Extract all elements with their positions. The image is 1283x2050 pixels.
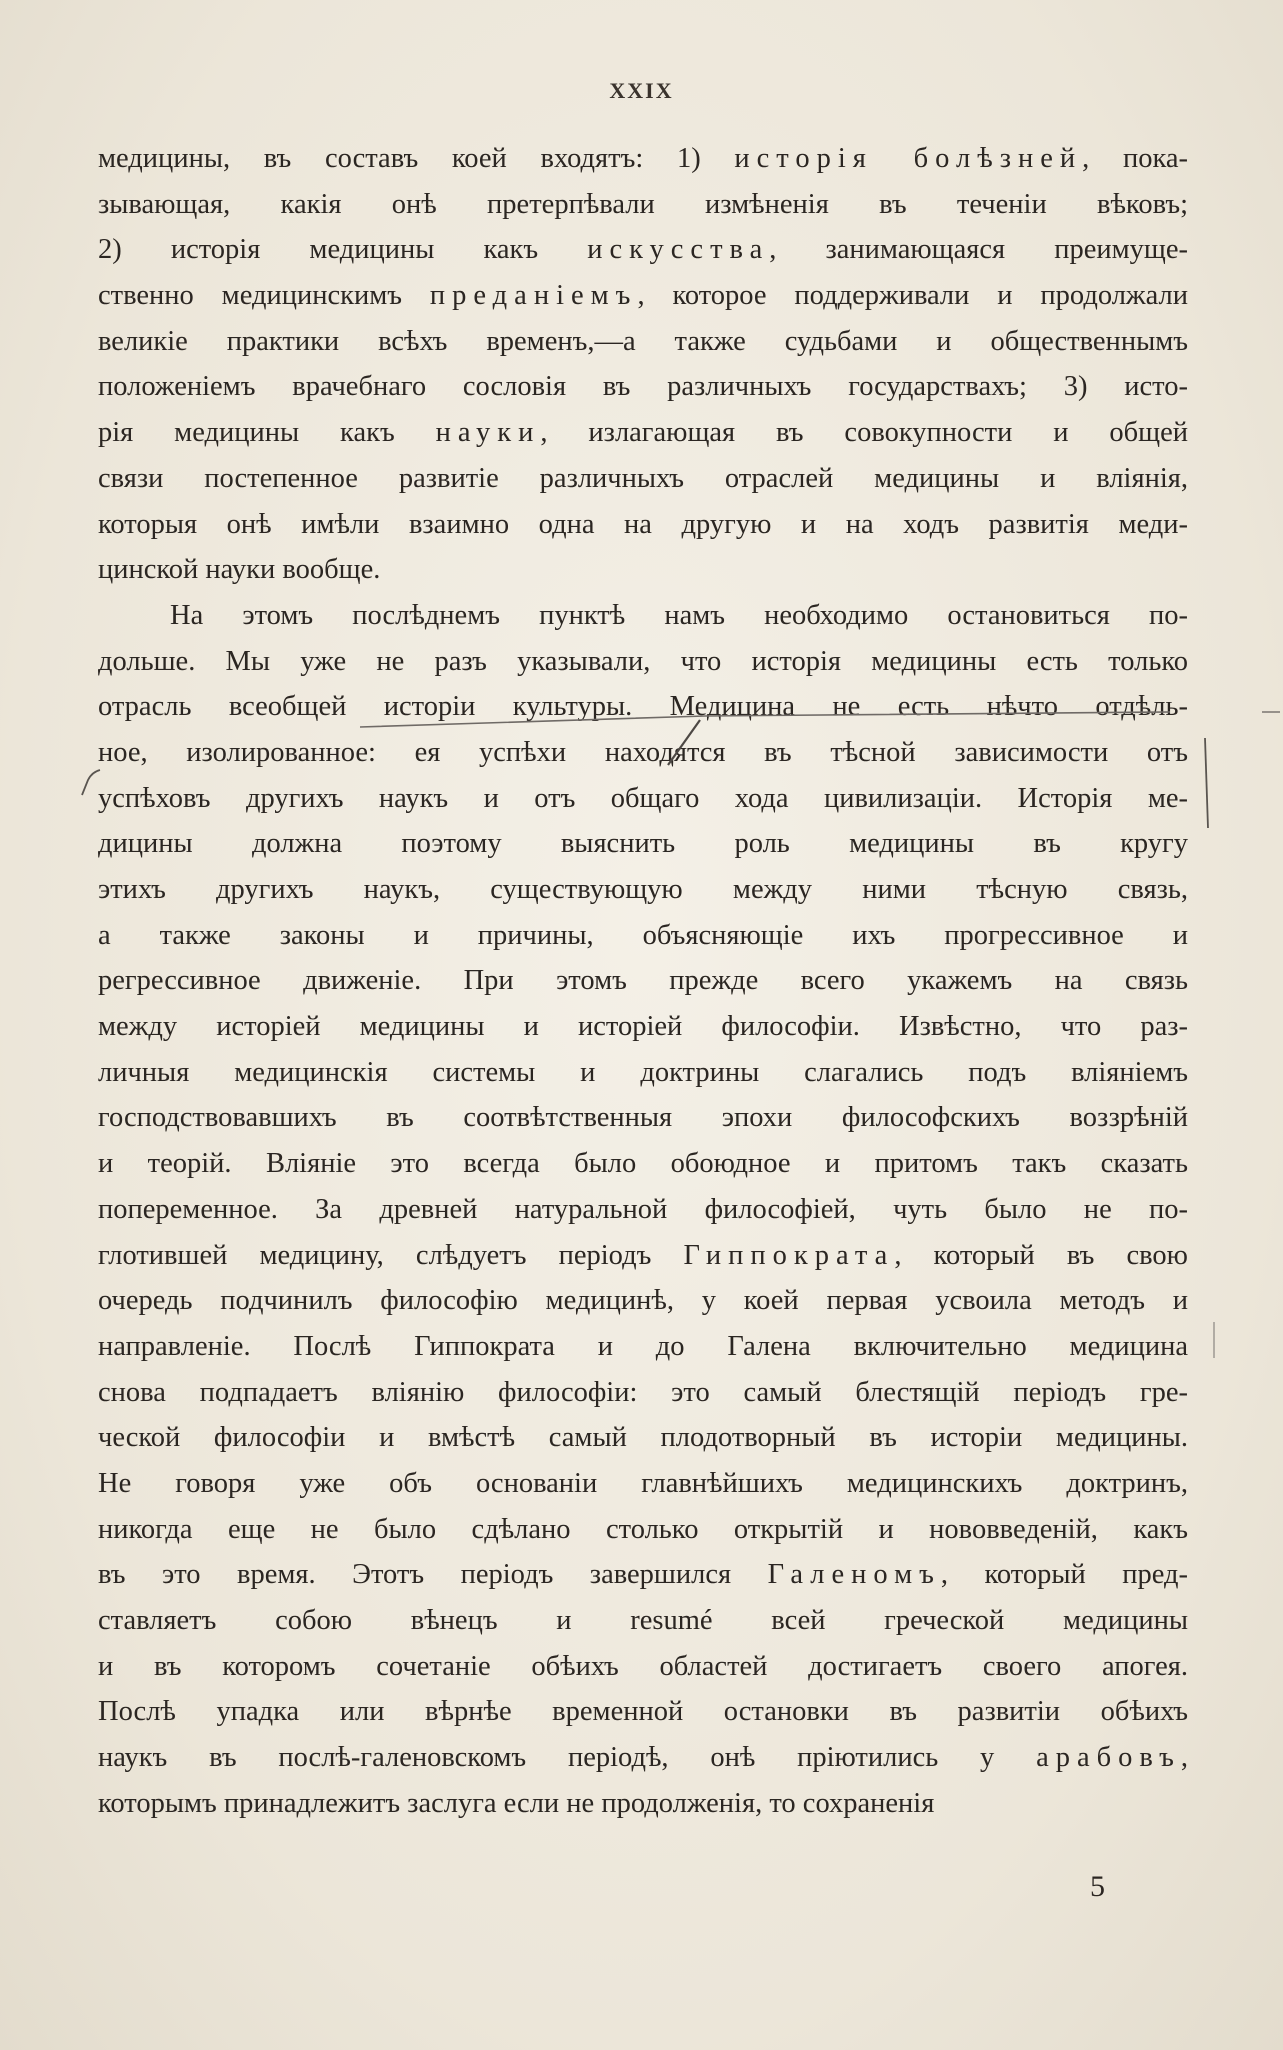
text-run: снова подпадаетъ вліянію философіи: это самый блестящій періодъ гре- xyxy=(98,1376,1188,1408)
text-run: рія медицины какъ xyxy=(98,417,436,449)
text-line xyxy=(98,1370,1188,1416)
text-line xyxy=(98,1324,1188,1370)
text-run: этихъ другихъ наукъ, существующую между ними тѣсную связь, xyxy=(98,874,1188,905)
text-line xyxy=(98,684,1188,730)
text-run: Послѣ упадка или вѣрнѣе временной остановки въ развитіи обѣихъ xyxy=(98,1696,1188,1728)
text-run: ственно медицинскимъ xyxy=(98,280,430,312)
text-run: , которое поддерживали и продолжали xyxy=(637,280,1188,312)
body-text xyxy=(98,136,1188,1826)
text-run: великіе практики всѣхъ временъ,—а также судьбами и общественнымъ xyxy=(98,325,1188,357)
text-line xyxy=(98,730,1188,776)
text-line xyxy=(98,1095,1188,1141)
text-line xyxy=(98,1141,1188,1187)
text-line xyxy=(98,547,1188,593)
text-line xyxy=(98,319,1188,365)
text-run: На этомъ послѣднемъ пунктѣ намъ необходимо остановиться по- xyxy=(170,599,1188,631)
signature-mark: 5 xyxy=(1090,1870,1105,1903)
text-run: зывающая, какія онѣ претерпѣвали измѣненія въ теченіи вѣковъ; xyxy=(98,188,1188,220)
text-line xyxy=(98,273,1188,319)
pencil-bracket-right xyxy=(1205,738,1208,828)
text-run: медицины, въ составъ коей входятъ: 1) xyxy=(98,143,735,174)
text-run: , пока- xyxy=(1082,143,1188,174)
text-line xyxy=(98,1278,1188,1324)
text-line xyxy=(98,1598,1188,1644)
text-run: , который въ свою xyxy=(894,1239,1188,1271)
text-line xyxy=(98,136,1188,182)
page-roman-numeral: XXIX xyxy=(609,78,674,103)
spaced-emphasis: искусства xyxy=(587,234,770,266)
text-line xyxy=(98,1735,1188,1781)
text-line xyxy=(98,364,1188,410)
text-run: , занимающаяся преимуще- xyxy=(769,234,1188,266)
text-line xyxy=(98,867,1188,913)
text-line xyxy=(98,1461,1188,1507)
text-line xyxy=(98,593,1188,639)
text-run: направленіе. Послѣ Гиппократа и до Галена включительно медицина xyxy=(98,1330,1188,1362)
text-run: господствовавшихъ въ соотвѣтственныя эпохи философскихъ воззрѣній xyxy=(98,1102,1188,1134)
text-run: отрасль всеобщей исторіи культуры. Медицина не есть нѣчто отдѣль- xyxy=(98,691,1188,723)
text-run: въ это время. Этотъ періодъ завершился xyxy=(98,1559,768,1591)
spaced-emphasis: науки xyxy=(435,417,541,449)
text-line xyxy=(98,182,1188,228)
spaced-emphasis: арабовъ xyxy=(1036,1742,1181,1774)
text-line xyxy=(98,639,1188,685)
text-line xyxy=(98,1004,1188,1050)
text-line xyxy=(98,1781,1188,1827)
text-run: личныя медицинскія системы и доктрины слагались подъ вліяніемъ xyxy=(98,1056,1188,1088)
text-line xyxy=(98,456,1188,502)
text-line xyxy=(98,913,1188,959)
spaced-emphasis: Галеномъ xyxy=(767,1559,941,1591)
text-run: и въ которомъ сочетаніе обѣихъ областей достигаетъ своего апогея. xyxy=(98,1650,1188,1682)
text-run: дольше. Мы уже не разъ указывали, что исторія медицины есть только xyxy=(98,645,1188,677)
text-run: , излагающая въ совокупности и общей xyxy=(540,417,1188,449)
text-run: ставляетъ собою вѣнецъ и resumé всей греческой медицины xyxy=(98,1605,1188,1636)
spaced-emphasis: исторія болѣзней xyxy=(734,143,1083,174)
text-line xyxy=(98,1050,1188,1096)
text-line xyxy=(98,958,1188,1004)
text-run: ческой философіи и вмѣстѣ самый плодотворный въ исторіи медицины. xyxy=(98,1422,1188,1454)
text-run: которыя онѣ имѣли взаимно одна на другую и на ходъ развитія меди- xyxy=(98,508,1188,540)
spaced-emphasis: Гиппократа xyxy=(683,1239,895,1271)
text-run: регрессивное движеніе. При этомъ прежде всего укажемъ на связь xyxy=(98,965,1188,997)
text-line xyxy=(98,1507,1188,1553)
text-run: Не говоря уже объ основаніи главнѣйшихъ медицинскихъ доктринъ, xyxy=(98,1467,1188,1499)
text-line xyxy=(98,1415,1188,1461)
text-run: положеніемъ врачебнаго сословія въ различныхъ государствахъ; 3) исто- xyxy=(98,371,1188,403)
text-line xyxy=(98,502,1188,548)
text-line xyxy=(98,1233,1188,1279)
text-run: , который пред- xyxy=(940,1559,1188,1591)
text-line xyxy=(98,1689,1188,1735)
text-run: связи постепенное развитіе различныхъ отраслей медицины и вліянія, xyxy=(98,462,1188,494)
text-run: дицины должна поэтому выяснить роль медицины въ кругу xyxy=(98,828,1188,860)
text-run: глотившей медицину, слѣдуетъ періодъ xyxy=(98,1239,684,1271)
text-line xyxy=(98,1552,1188,1598)
text-line xyxy=(98,1187,1188,1233)
text-run: , xyxy=(1180,1742,1188,1774)
text-line xyxy=(98,821,1188,867)
text-run: и теорій. Вліяніе это всегда было обоюдное и притомъ такъ сказать xyxy=(98,1148,1188,1180)
text-run: ное, изолированное: ея успѣхи находятся въ тѣсной зависимости отъ xyxy=(98,736,1188,768)
text-line xyxy=(98,410,1188,456)
text-run: которымъ принадлежитъ заслуга если не продолженія, то сохраненія xyxy=(98,1787,935,1819)
text-run: между исторіей медицины и исторіей философіи. Извѣстно, что раз- xyxy=(98,1011,1188,1043)
text-line xyxy=(98,227,1188,273)
text-run: успѣховъ другихъ наукъ и отъ общаго хода цивилизаціи. Исторія ме- xyxy=(98,782,1188,814)
text-line xyxy=(98,1644,1188,1690)
text-line xyxy=(98,776,1188,822)
text-run: наукъ въ послѣ-галеновскомъ періодѣ, онѣ пріютились у xyxy=(98,1742,1037,1774)
text-run: попеременное. За древней натуральной философіей, чуть было не по- xyxy=(98,1193,1188,1225)
text-run: очередь подчинилъ философію медицинѣ, у коей первая усвоила методъ и xyxy=(98,1285,1188,1317)
text-run: никогда еще не было сдѣлано столько открытій и нововведеній, какъ xyxy=(98,1513,1188,1545)
spaced-emphasis: преданіемъ xyxy=(429,280,638,312)
text-run: 2) исторія медицины какъ xyxy=(98,234,588,266)
text-run: цинской науки вообще. xyxy=(98,554,381,586)
text-run: а также законы и причины, объясняющіе ихъ прогрессивное и xyxy=(98,919,1188,951)
